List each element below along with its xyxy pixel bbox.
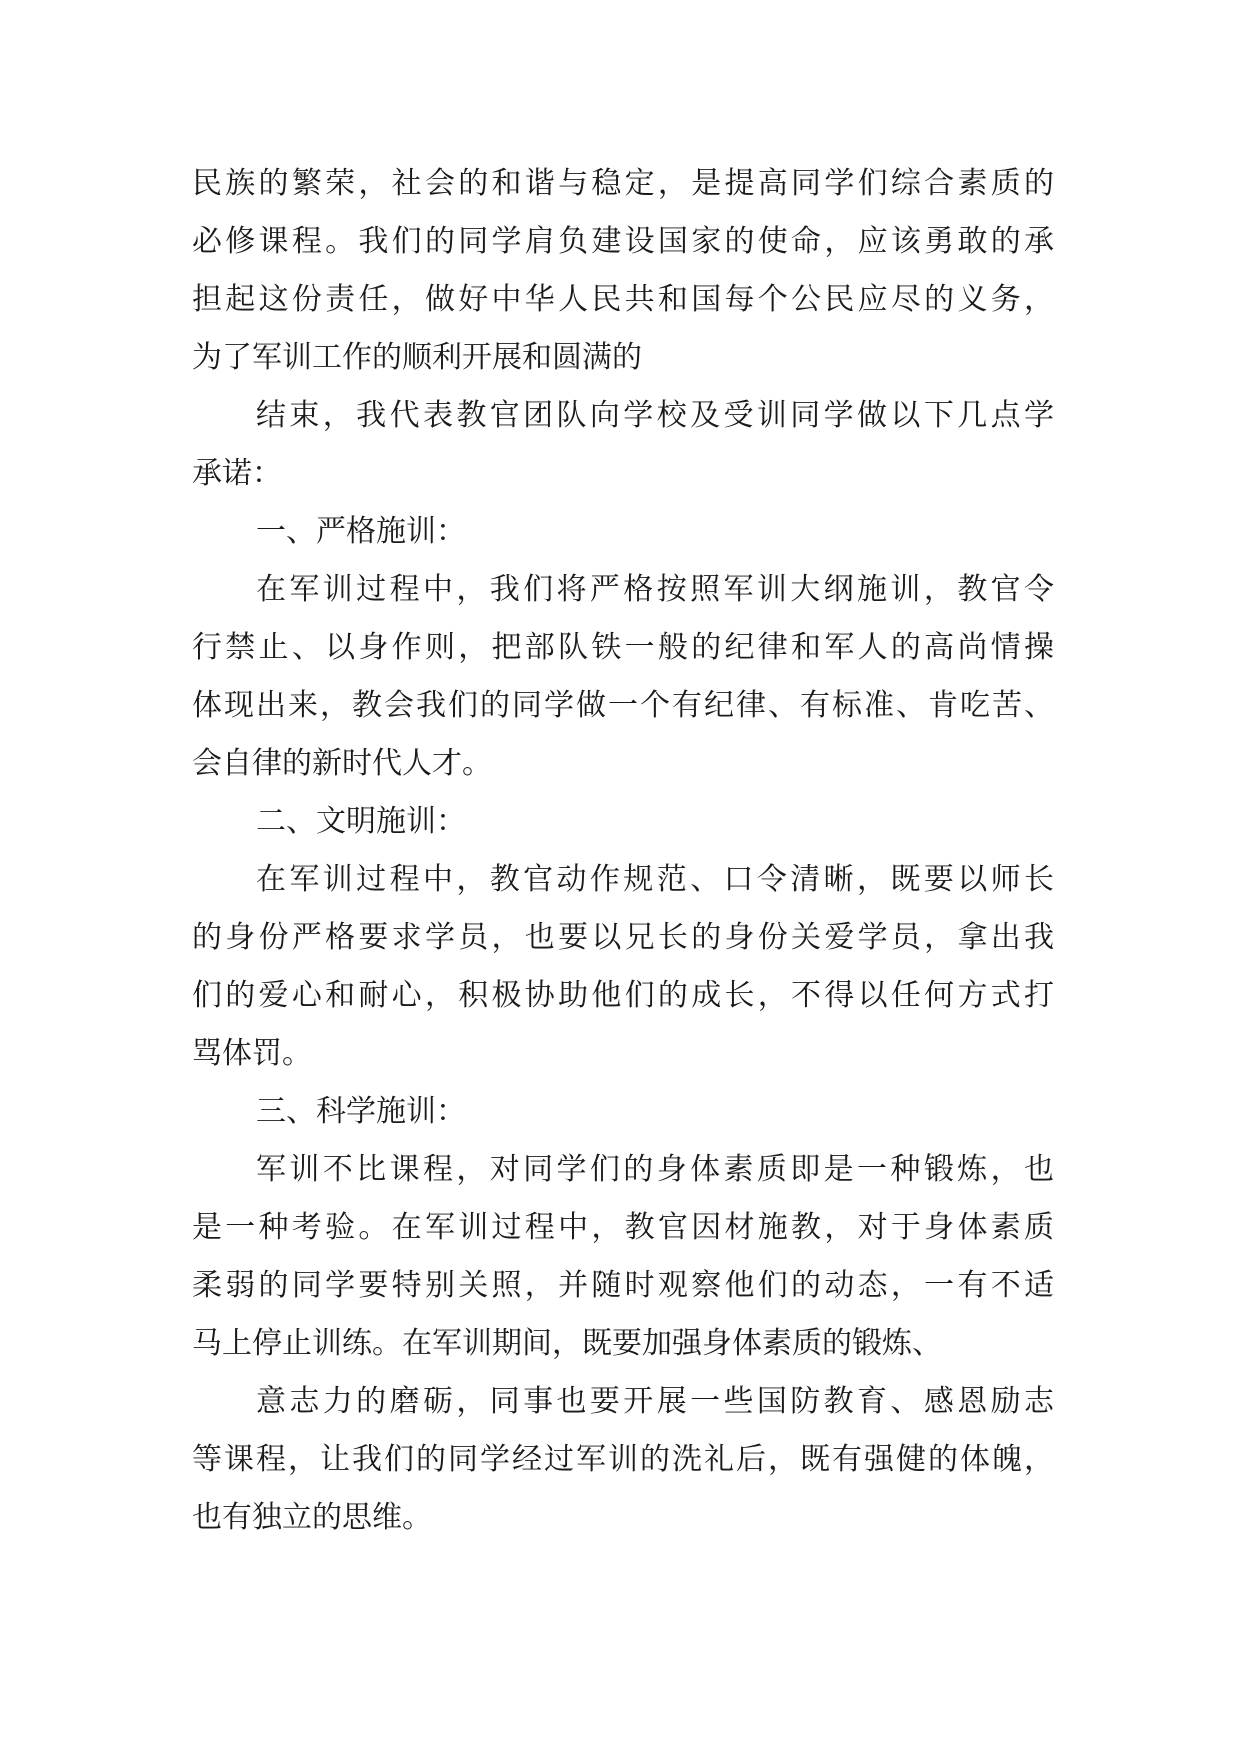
- text-line: 结束，我代表教官团队向学校及受训同学做以下几点学: [256, 398, 1054, 433]
- text-line: 在军训过程中，我们将严格按照军训大纲施训，教官令: [256, 572, 1054, 607]
- text-line: 等课程，让我们的同学经过军训的洗礼后，既有强健的体魄，: [192, 1442, 1054, 1477]
- text-line: 担起这份责任，做好中华人民共和国每个公民应尽的义务，: [192, 282, 1054, 317]
- text-line: 在军训过程中，教官动作规范、口令清晰，既要以师长: [256, 862, 1054, 897]
- text-line: 会自律的新时代人才。: [192, 746, 492, 781]
- text-line: 马上停止训练。在军训期间，既要加强身体素质的锻炼、: [192, 1326, 942, 1361]
- text-line: 为了军训工作的顺利开展和圆满的: [192, 340, 642, 375]
- text-line: 军训不比课程，对同学们的身体素质即是一种锻炼，也: [256, 1152, 1054, 1187]
- text-line: 三、科学施训：: [256, 1094, 466, 1129]
- text-line: 行禁止、以身作则，把部队铁一般的纪律和军人的高尚情操: [192, 630, 1054, 665]
- text-line: 骂体罚。: [192, 1036, 312, 1071]
- text-line: 是一种考验。在军训过程中，教官因材施教，对于身体素质: [192, 1210, 1054, 1245]
- text-line: 柔弱的同学要特别关照，并随时观察他们的动态，一有不适: [192, 1268, 1054, 1303]
- text-line: 体现出来，教会我们的同学做一个有纪律、有标准、肯吃苦、: [192, 688, 1054, 723]
- text-line: 承诺：: [192, 456, 282, 491]
- text-line: 们的爱心和耐心，积极协助他们的成长，不得以任何方式打: [192, 978, 1054, 1013]
- text-line: 必修课程。我们的同学肩负建设国家的使命，应该勇敢的承: [192, 224, 1054, 259]
- text-line: 一、严格施训：: [256, 514, 466, 549]
- text-line: 也有独立的思维。: [192, 1500, 432, 1535]
- text-line: 的身份严格要求学员，也要以兄长的身份关爱学员，拿出我: [192, 920, 1054, 955]
- text-line: 二、文明施训：: [256, 804, 466, 839]
- text-line: 民族的繁荣，社会的和谐与稳定，是提高同学们综合素质的: [192, 166, 1054, 201]
- document-body: [192, 155, 1054, 1547]
- text-line: 意志力的磨砺，同事也要开展一些国防教育、感恩励志: [256, 1384, 1054, 1419]
